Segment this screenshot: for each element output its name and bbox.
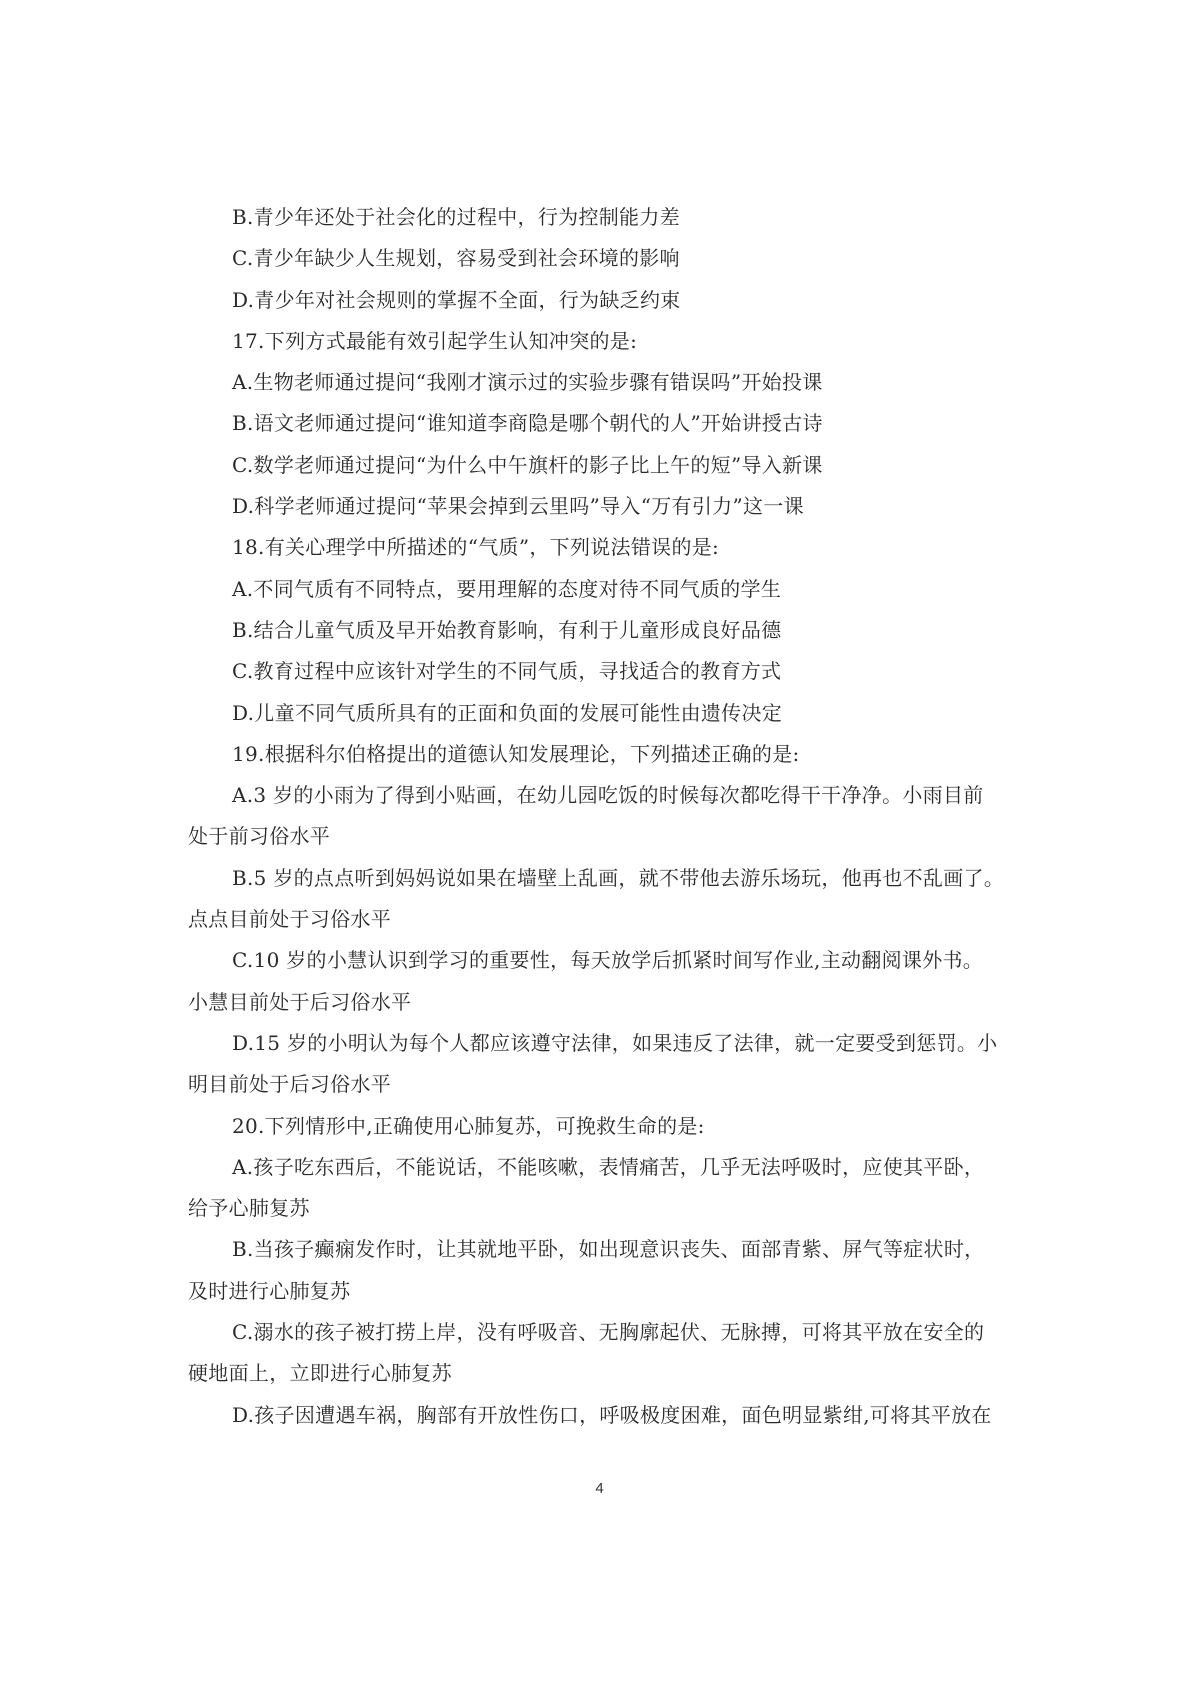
option-d-line: D.青少年对社会规则的掌握不全面，行为缺乏约束: [232, 287, 681, 312]
q17-option-a: A.生物老师通过提问“我刚才演示过的实验步骤有错误吗”开始投课: [232, 370, 823, 395]
q19-option-d-continued: 明目前处于后习俗水平: [188, 1072, 391, 1097]
option-b-line: B.青少年还处于社会化的过程中，行为控制能力差: [232, 205, 680, 229]
question-17: 17.下列方式最能有效引起学生认知冲突的是:: [232, 328, 638, 353]
q19-option-c-continued: 小慧目前处于后习俗水平: [188, 989, 412, 1014]
q20-option-d: D.孩子因遭遇车祸，胸部有开放性伤口，呼吸极度困难，面色明显紫绀,可将其平放在: [232, 1402, 992, 1427]
q17-option-d: D.科学老师通过提问“苹果会掉到云里吗”导入“万有引力”这一课: [232, 494, 804, 519]
q20-option-a-continued: 给予心肺复苏: [188, 1196, 310, 1221]
q19-option-c: C.10 岁的小慧认识到学习的重要性，每天放学后抓紧时间写作业,主动翻阅课外书。: [232, 948, 984, 973]
page-body: [188, 197, 1016, 1436]
page-number: 4: [595, 1480, 604, 1497]
q17-option-c: C.数学老师通过提问“为什么中午旗杆的影子比上午的短”导入新课: [232, 452, 823, 477]
q20-option-b: B.当孩子癫痫发作时，让其就地平卧，如出现意识丧失、面部青紫、屏气等症状时，: [232, 1237, 985, 1262]
q19-option-b: B.5 岁的点点听到妈妈说如果在墙壁上乱画，就不带他去游乐场玩，他再也不乱画了。: [232, 865, 1005, 890]
question-18: 18.有关心理学中所描述的“气质”，下列说法错误的是:: [232, 535, 720, 560]
question-19: 19.根据科尔伯格提出的道德认知发展理论，下列描述正确的是:: [232, 741, 800, 766]
q18-option-b: B.结合儿童气质及早开始教育影响，有利于儿童形成良好品德: [232, 617, 782, 642]
q17-option-b: B.语文老师通过提问“谁知道李商隐是哪个朝代的人”开始讲授古诗: [232, 411, 823, 436]
q20-option-b-continued: 及时进行心肺复苏: [188, 1278, 351, 1303]
q18-option-a: A.不同气质有不同特点，要用理解的态度对待不同气质的学生: [232, 576, 782, 601]
q19-option-d: D.15 岁的小明认为每个人都应该遵守法律，如果违反了法律，就一定要受到惩罚。小: [232, 1030, 998, 1055]
q19-option-a-continued: 处于前习俗水平: [188, 824, 331, 849]
q19-option-b-continued: 点点目前处于习俗水平: [188, 907, 391, 932]
q20-option-c: C.溺水的孩子被打捞上岸，没有呼吸音、无胸廓起伏、无脉搏，可将其平放在安全的: [232, 1320, 985, 1345]
q20-option-c-continued: 硬地面上，立即进行心肺复苏: [188, 1361, 452, 1386]
q19-option-a: A.3 岁的小雨为了得到小贴画，在幼儿园吃饭的时候每次都吃得干干净净。小雨目前: [232, 783, 984, 808]
q18-option-c: C.教育过程中应该针对学生的不同气质，寻找适合的教育方式: [232, 659, 782, 684]
q18-option-d: D.儿童不同气质所具有的正面和负面的发展可能性由遗传决定: [232, 700, 783, 725]
option-c-line: C.青少年缺少人生规划，容易受到社会环境的影响: [232, 246, 680, 271]
question-20: 20.下列情形中,正确使用心肺复苏，可挽救生命的是:: [232, 1113, 705, 1138]
q20-option-a: A.孩子吃东西后，不能说话，不能咳嗽，表情痛苦，几乎无法呼吸时，应使其平卧，: [232, 1154, 985, 1179]
